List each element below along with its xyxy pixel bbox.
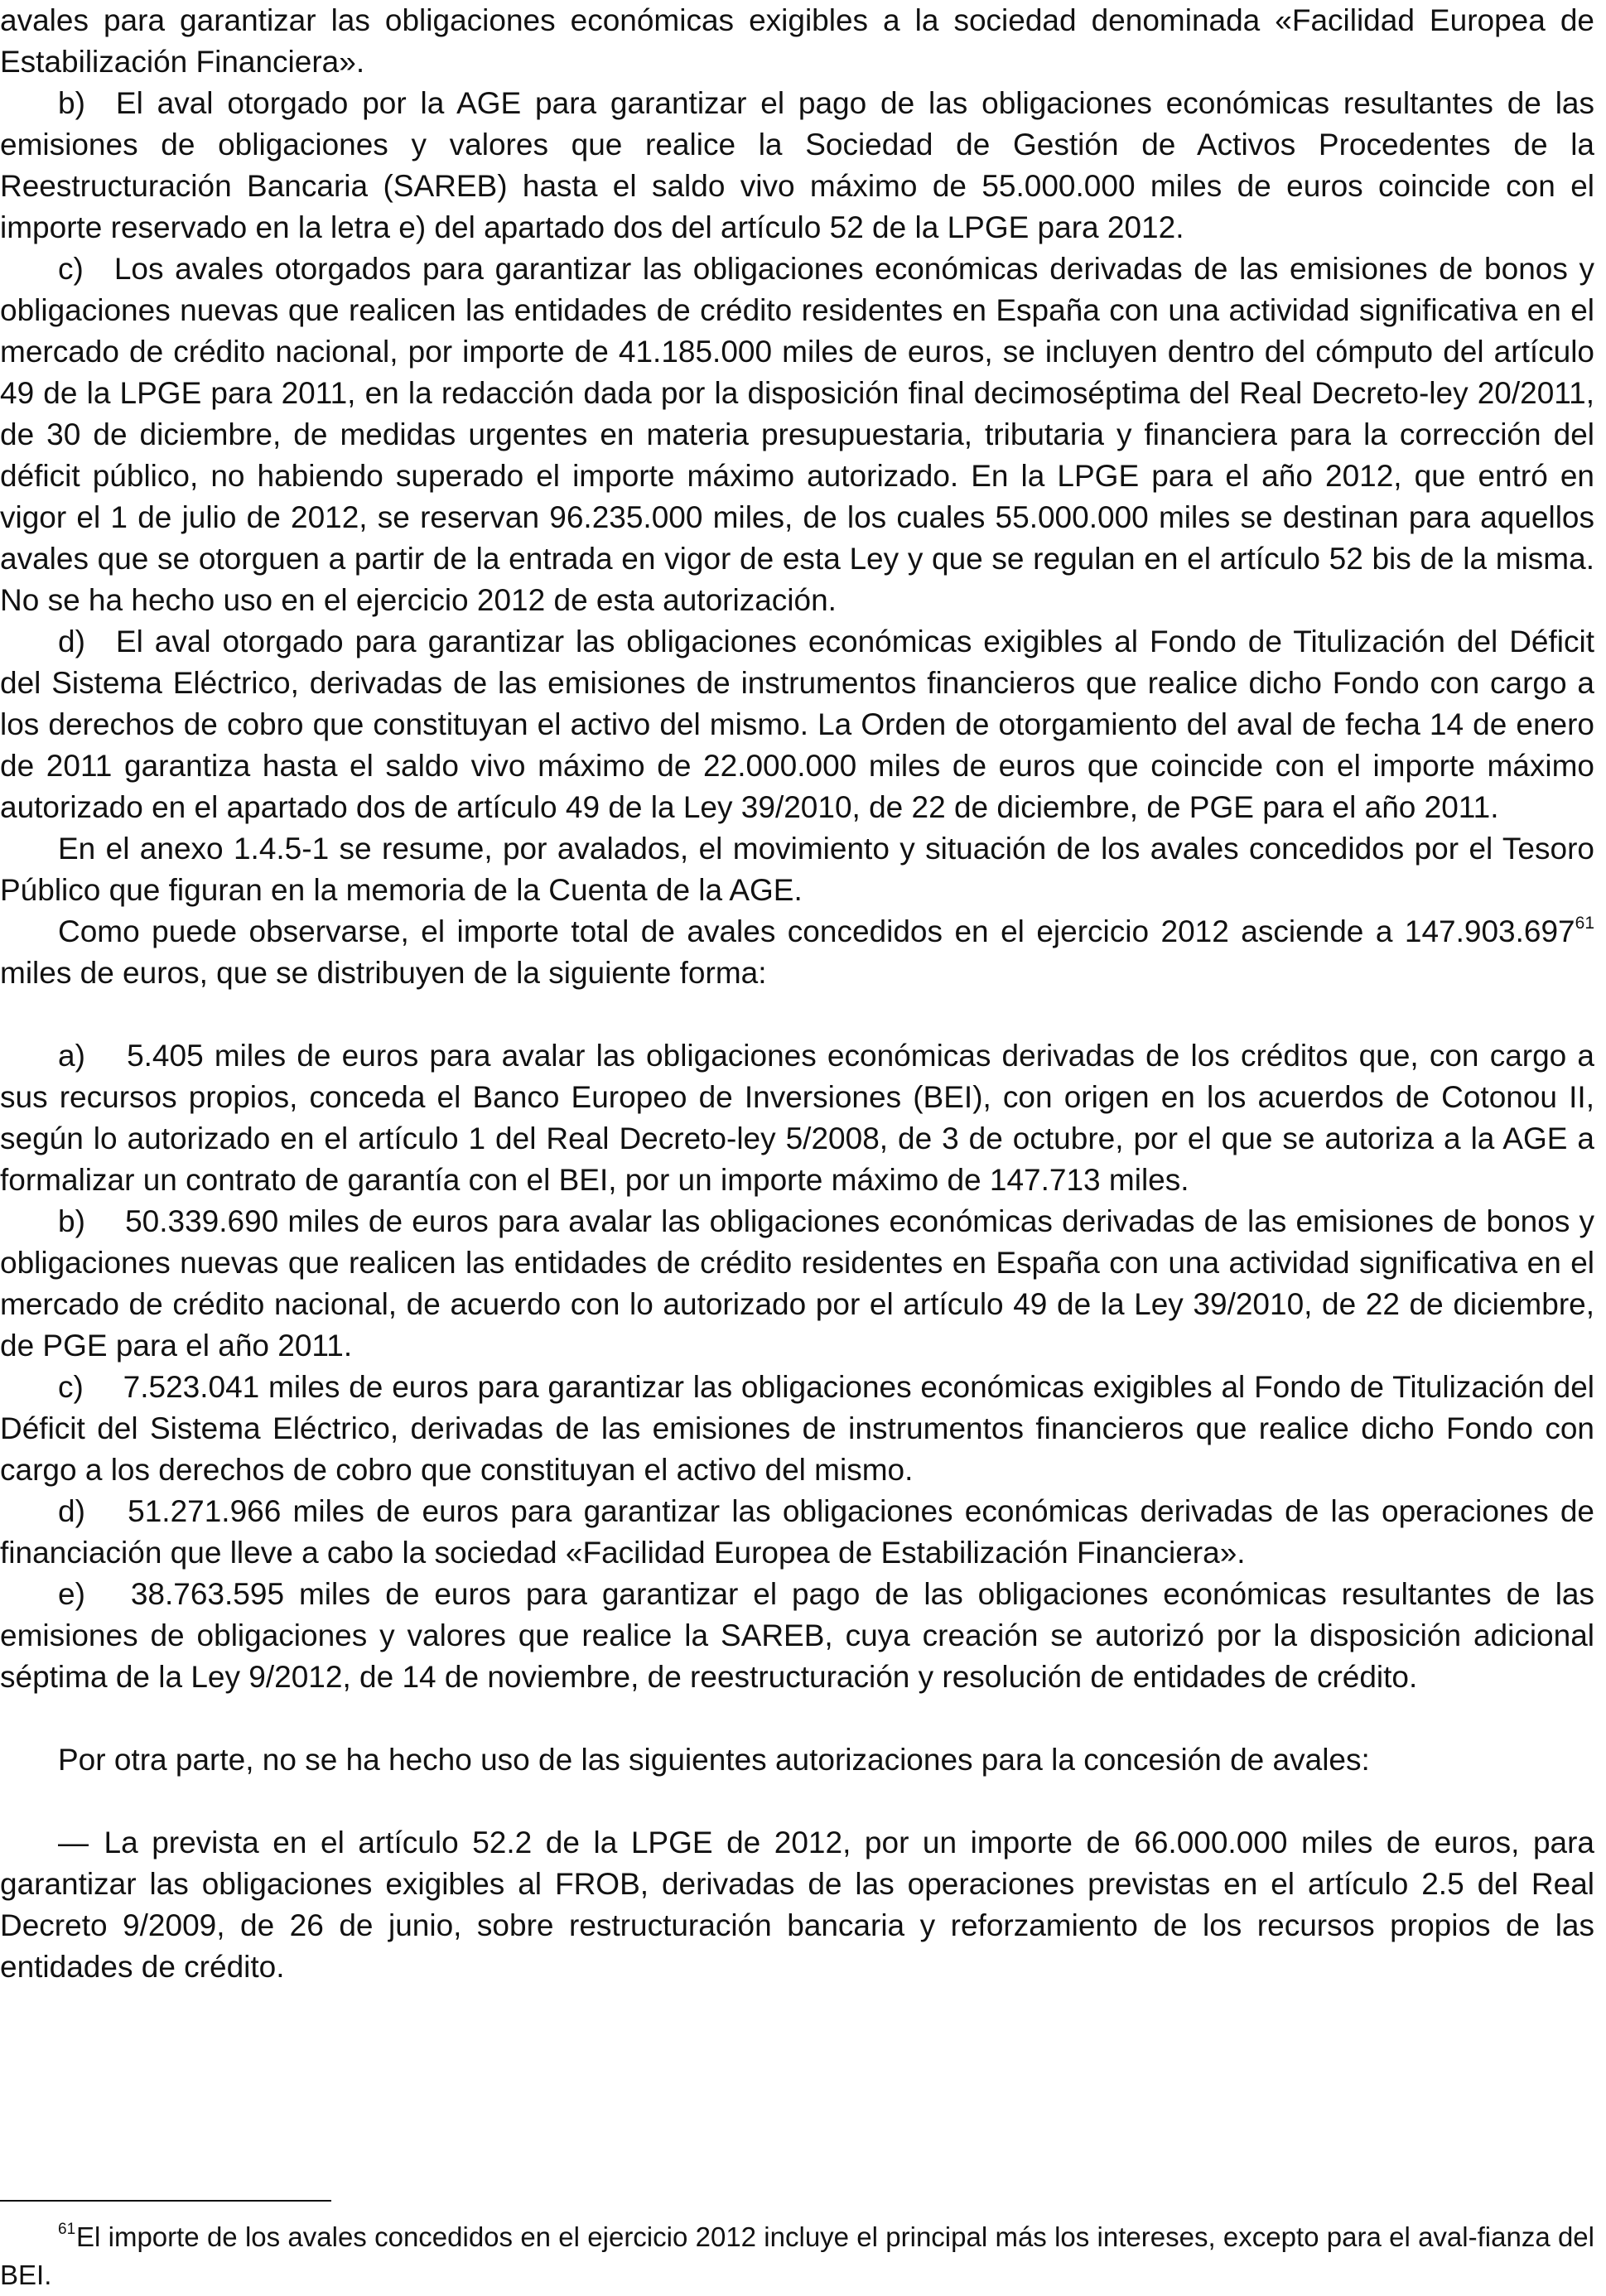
footnote-marker [0, 2218, 76, 2256]
total-text-after: miles de euros, que se distribuyen de la siguiente forma: [0, 956, 767, 990]
dash-item-frob: — La prevista en el artículo 52.2 de la LPGE de 2012, por un importe de 66.000.000 miles de euros, para garantizar las obligaciones exigibles al FROB, derivadas de las operaciones previstas en el artículo 2.5 del Real Decreto 9/2009, de 26 de junio, sobre restructuración bancaria y reforzamiento de los recursos propios de las entidades de crédito. [0, 1826, 1594, 1984]
spacer [0, 1781, 1594, 1822]
list-item-a-bei: a) 5.405 miles de euros para avalar las obligaciones económicas derivadas de los créditos que, con cargo a sus recursos propios, conceda el Banco Europeo de Inversiones (BEI), con origen en los acuerdos de Cotonou II, según lo autorizado en el artículo 1 del Real Decreto-ley 5/2008, de 3 de octubre, por el que se autoriza a la AGE a formalizar un contrato de garantía con el BEI, por un importe máximo de 147.713 miles. [0, 1039, 1594, 1197]
footnote-reference: 61 [1575, 913, 1594, 933]
paragraph-annex-reference: En el anexo 1.4.5-1 se resume, por avalados, el movimiento y situación de los avales concedidos por el Tesoro Público que figuran en la memoria de la Cuenta de la AGE. [0, 832, 1594, 907]
paragraph-unused-authorizations: Por otra parte, no se ha hecho uso de las siguientes autorizaciones para la concesión de avales: [58, 1743, 1370, 1777]
total-text-before: Como puede observarse, el importe total de avales concedidos en el ejercicio 2012 asciende a 147.903.697 [58, 914, 1575, 948]
footnote-separator [0, 2200, 331, 2202]
list-item-e-sareb: e) 38.763.595 miles de euros para garantizar el pago de las obligaciones económicas resultantes de las emisiones de obligaciones y valores que realice la SAREB, cuya creación se autorizó por la disposición adicional séptima de la Ley 9/2012, de 14 de noviembre, de reestructuración y resolución de entidades de crédito. [0, 1577, 1594, 1694]
paragraph-c-credit-entities: c) Los avales otorgados para garantizar las obligaciones económicas derivadas de las emisiones de bonos y obligaciones nuevas que realicen las entidades de crédito residentes en España con una actividad significativa en el mercado de crédito nacional, por importe de 41.185.000 miles de euros, se incluyen dentro del cómputo del artículo 49 de la LPGE para 2011, en la redacción dada por la disposición final decimoséptima del Real Decreto-ley 20/2011, de 30 de diciembre, de medidas urgentes en materia presupuestaria, tributaria y financiera para la corrección del déficit público, no habiendo superado el importe máximo autorizado. En la LPGE para el año 2012, que entró en vigor el 1 de julio de 2012, se reservan 96.235.000 miles, de los cuales 55.000.000 miles se destinan para aquellos avales que se otorguen a partir de la entrada en vigor de esta Ley y que se regulan en el artículo 52 bis de la misma. No se ha hecho uso en el ejercicio 2012 de esta autorización. [0, 252, 1594, 617]
paragraph-d-electric-deficit: d) El aval otorgado para garantizar las obligaciones económicas exigibles al Fondo de Titulización del Déficit del Sistema Eléctrico, derivadas de las emisiones de instrumentos financieros que realice dicho Fondo con cargo a los derechos de cobro que constituyan el activo del mismo. La Orden de otorgamiento del aval de fecha 14 de enero de 2011 garantiza hasta el saldo vivo máximo de 22.000.000 miles de euros que coincide con el importe máximo autorizado en el apartado dos de artículo 49 de la Ley 39/2010, de 22 de diciembre, de PGE para el año 2011. [0, 625, 1594, 824]
paragraph-b-sareb: b) El aval otorgado por la AGE para garantizar el pago de las obligaciones económicas resultantes de las emisiones de obligaciones y valores que realice la Sociedad de Gestión de Activos Procedentes de la Reestructuración Bancaria (SAREB) hasta el saldo vivo máximo de 55.000.000 miles de euros coincide con el importe reservado en la letra e) del apartado dos del artículo 52 de la LPGE para 2012. [0, 86, 1594, 244]
footnote-number: 61 [58, 2221, 76, 2238]
spacer [0, 994, 1594, 1035]
list-item-d-feef: d) 51.271.966 miles de euros para garantizar las obligaciones económicas derivadas de las operaciones de financiación que lleve a cabo la sociedad «Facilidad Europea de Estabilización Financiera». [0, 1494, 1594, 1570]
list-item-c-fondo: c) 7.523.041 miles de euros para garantizar las obligaciones económicas exigibles al Fondo de Titulización del Déficit del Sistema Eléctrico, derivadas de las emisiones de instrumentos financieros que realice dicho Fondo con cargo a los derechos de cobro que constituyan el activo del mismo. [0, 1370, 1594, 1487]
footnote-text: El importe de los avales concedidos en el ejercicio 2012 incluye el principal más los intereses, excepto para el aval-fianza del BEI. [0, 2221, 1594, 2290]
spacer [0, 1698, 1594, 1739]
list-item-b-bonds: b) 50.339.690 miles de euros para avalar las obligaciones económicas derivadas de las emisiones de bonos y obligaciones nuevas que realicen las entidades de crédito residentes en España con una actividad significativa en el mercado de crédito nacional, de acuerdo con lo autorizado por el artículo 49 de la Ley 39/2010, de 22 de diciembre, de PGE para el año 2011. [0, 1204, 1594, 1363]
paragraph-continuation: avales para garantizar las obligaciones económicas exigibles a la sociedad denominada «Facilidad Europea de Estabilización Financiera». [0, 3, 1594, 79]
paragraph-total-avales [0, 911, 1594, 994]
footnote [0, 2218, 1594, 2294]
